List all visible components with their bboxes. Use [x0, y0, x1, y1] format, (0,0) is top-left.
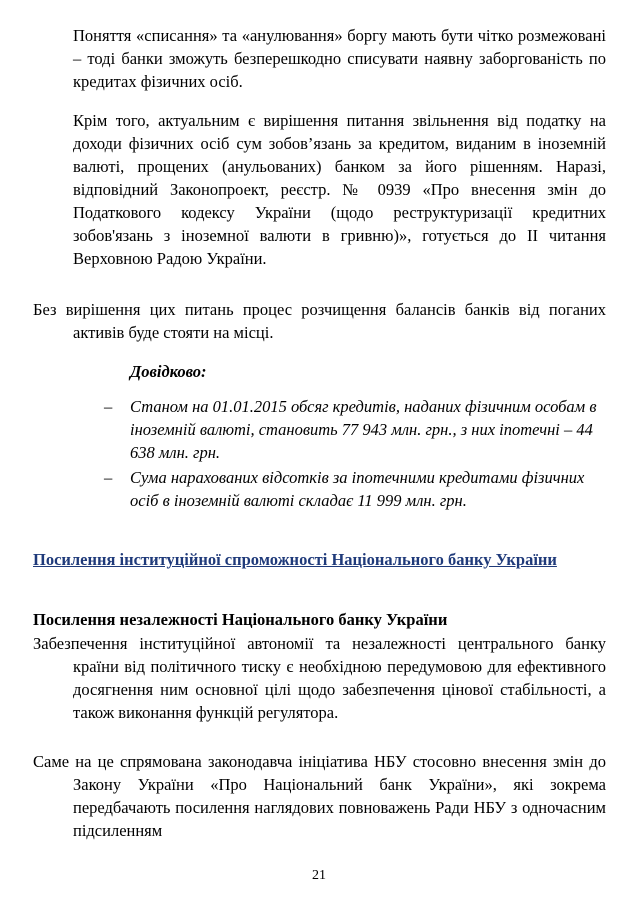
reference-bullet-text: Сума нарахованих відсотків за іпотечними кредитами фізичних осіб в іноземній валюті складає 11 999 млн. грн.	[130, 468, 585, 510]
reference-heading: Довідково:	[130, 362, 207, 381]
reference-bullet-text: Станом на 01.01.2015 обсяг кредитів, наданих фізичним особам в іноземній валюті, становить 77 943 млн. грн., з них іпотечні – 44 638 млн. грн.	[130, 397, 597, 462]
page-number: 21	[312, 868, 326, 883]
paragraph-write-off-definition: Поняття «списання» та «анулювання» боргу мають бути чітко розмежовані – тоді банки зможуть безперешкодно списувати наявну заборгованість по кредитах фізичних осіб.	[73, 26, 606, 91]
paragraph-tax-exemption: Крім того, актуальним є вирішення питання звільнення від податку на доходи фізичних осіб сум зобов’язань за кредитом, виданим в іноземній валюті, прощених (анульованих) банком за його рішенням. Наразі, відповідний Законопроект, реєстр. № 0939 «Про внесення змін до Податкового кодексу України (щодо реструктуризації кредитних зобов'язань з іноземної валюти в гривню)», готується до ІІ читання Верховною Радою України.	[73, 111, 606, 268]
paragraph-balance-cleanup: Без вирішення цих питань процес розчищення балансів банків від поганих активів буде стояти на місці.	[33, 300, 606, 342]
bullet-dash: –	[104, 468, 113, 487]
subsection-heading: Посилення незалежності Національного банку України	[33, 610, 448, 629]
paragraph-legislative-initiative: Саме на це спрямована законодавча ініціатива НБУ стосовно внесення змін до Закону України «Про Національний банк України», які зокрема передбачають посилення наглядових повноважень Ради НБУ з одночасним підсиленням	[33, 752, 606, 840]
paragraph-institutional-autonomy: Забезпечення інституційної автономії та незалежності центрального банку країни від політичного тиску є необхідною передумовою для ефективного досягнення ним основної цілі щодо забезпечення цінової стабільності, а також виконання функцій регулятора.	[33, 634, 606, 722]
section-heading: Посилення інституційної спроможності Національного банку України	[33, 550, 557, 569]
bullet-dash: –	[104, 397, 113, 416]
